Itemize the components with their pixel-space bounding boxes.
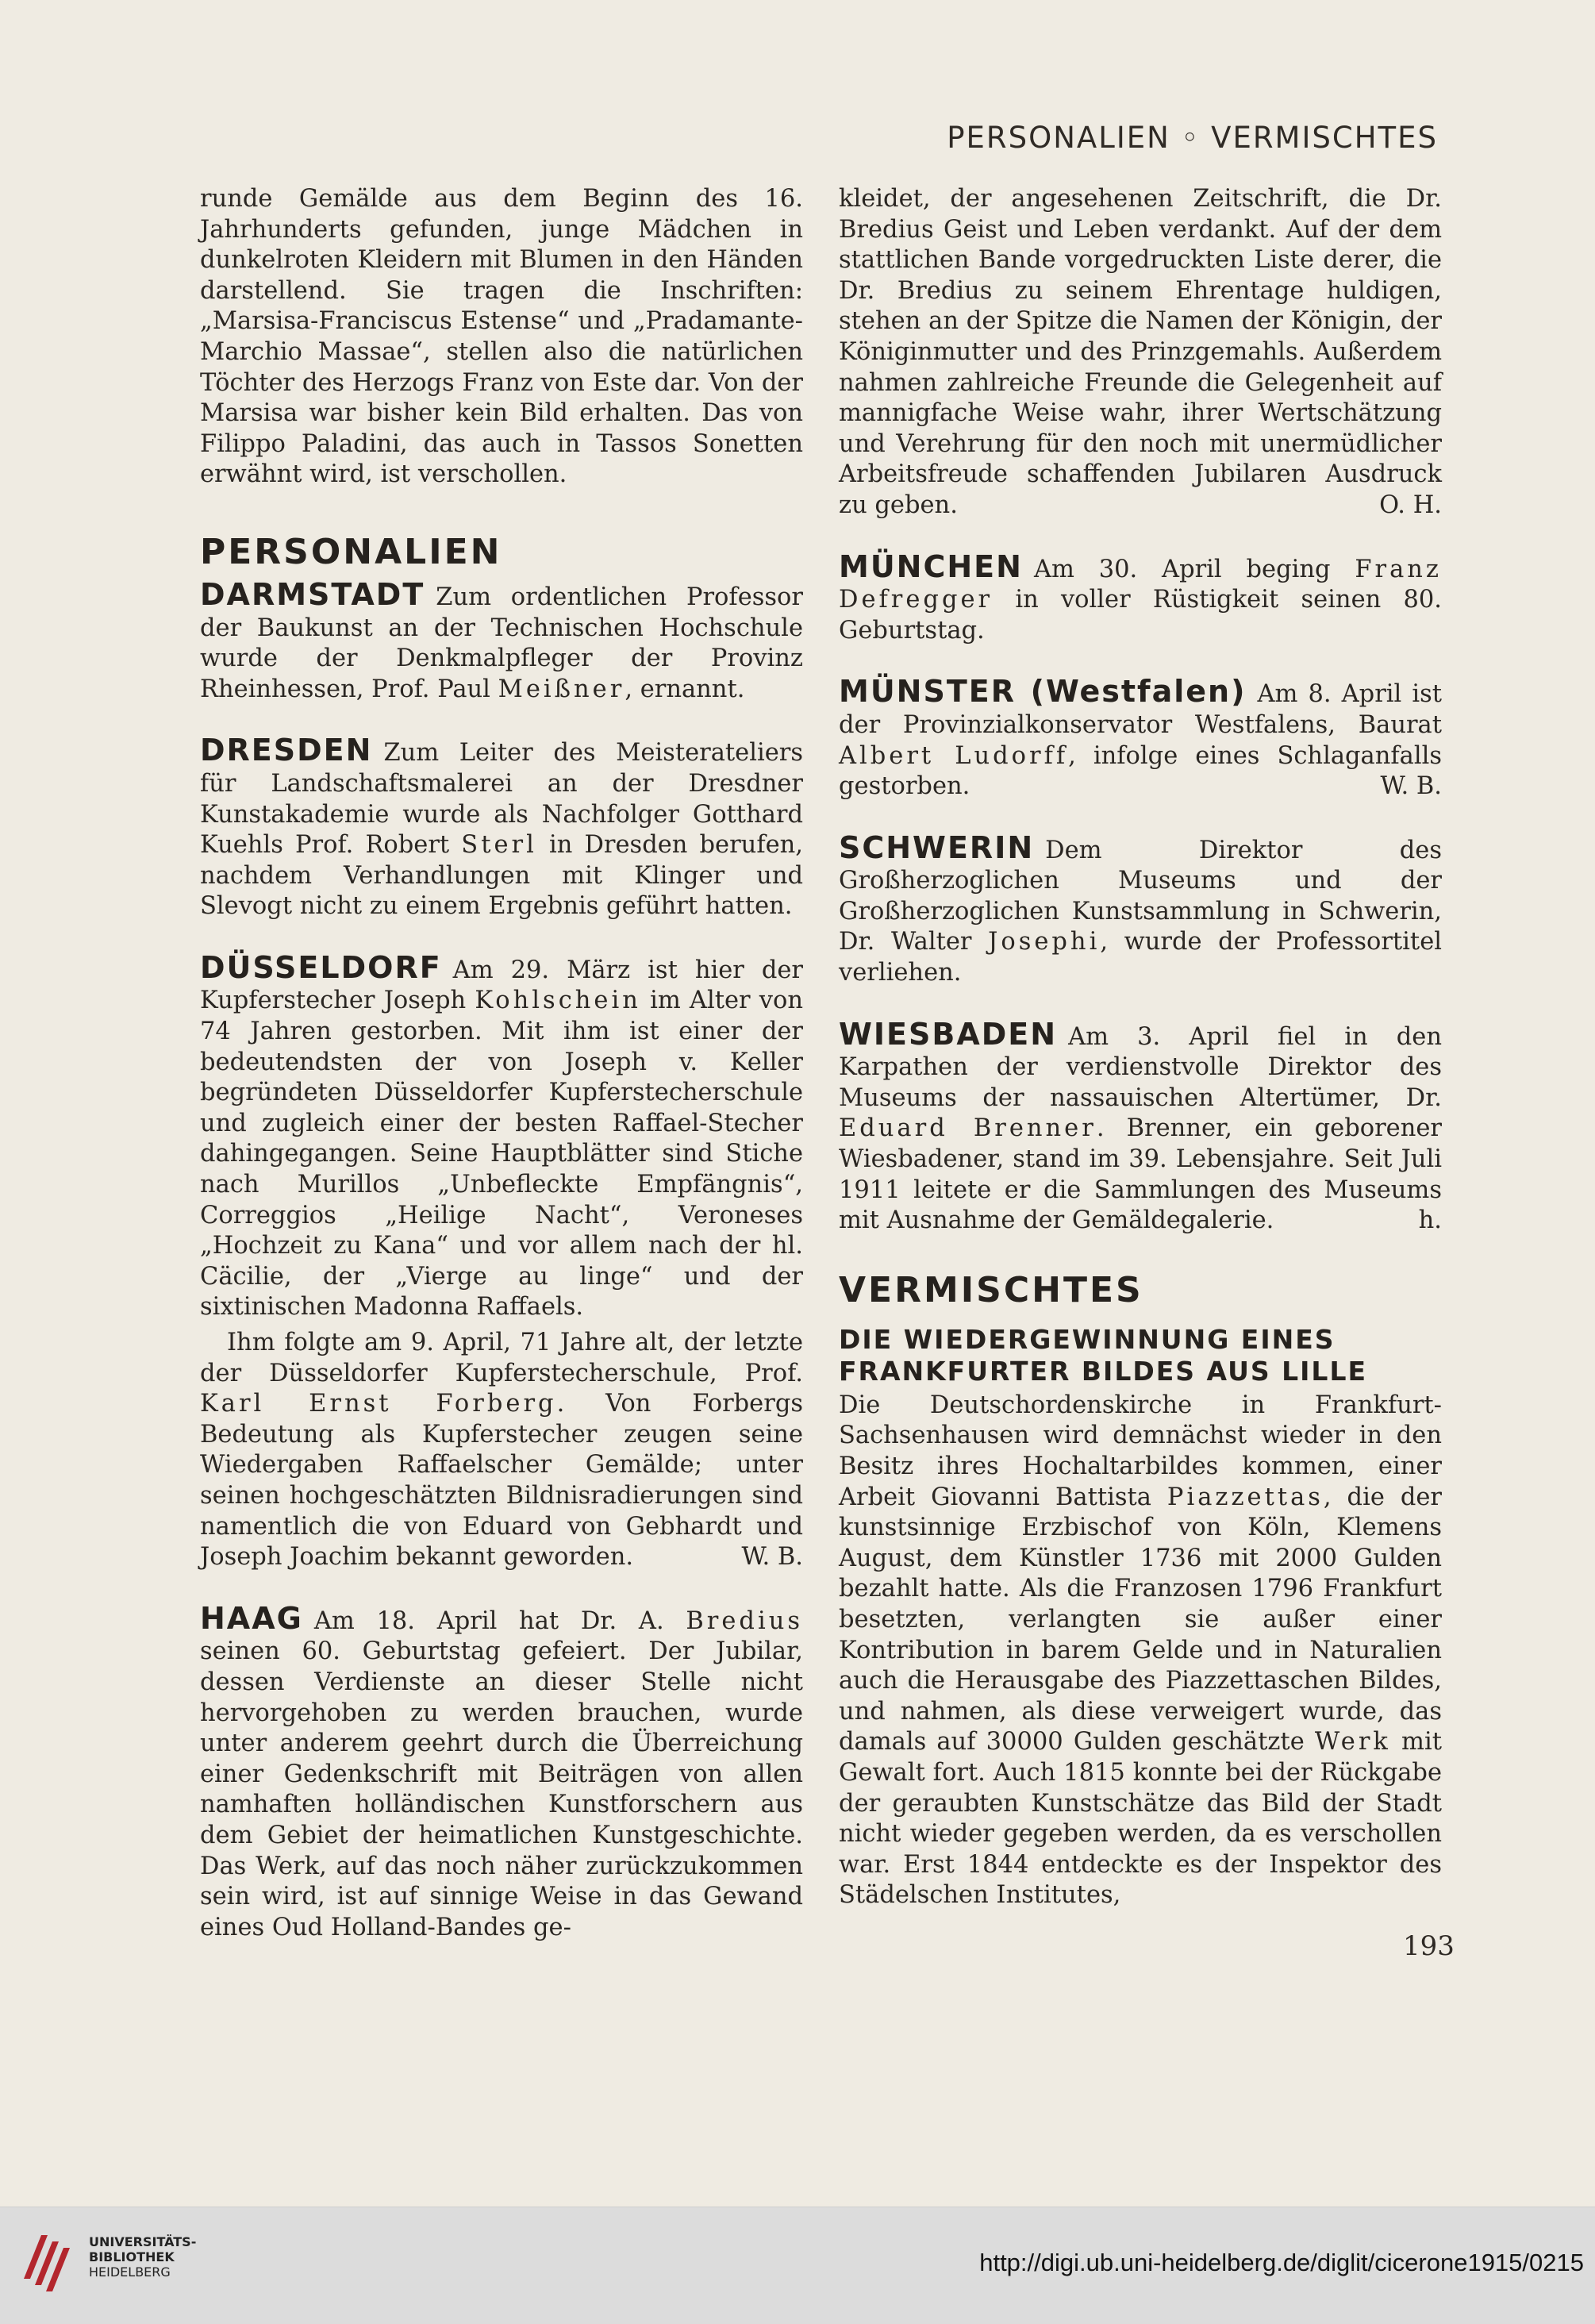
person-name: Piazzettas [1166,1483,1324,1511]
entry-haag: HAAG Am 18. April hat Dr. A. Bredius seinen 60. Geburtstag gefeiert. Der Jubilar, dessen Verdienste an dieser Stelle nicht hervorgehoben zu werden brauchen, wurde unter anderem geehrt durch die Überreichung einer Gedenkschrift mit Beiträgen von allen namhaften holländischen Kunstforschern aus dem Gebiet der heimatlichen Kunstgeschichte. Das Werk, auf das noch näher zurückzukommen sein wird, ist auf sinnige Weise in das Gewand eines Oud Holland-Bandes ge- [200,1600,803,1941]
city-name: MÜNSTER (Westfalen) [839,674,1247,710]
person-name: Josephi [988,928,1101,956]
entry-duesseldorf: DÜSSELDORF Am 29. März ist hier der Kupferstecher Joseph Kohlschein im Alter von 74 Jahren gestorben. Mit ihm ist einer der bedeutendsten der von Joseph v. Keller begründeten Düsseldorfer Kupferstecherschule und zugleich einer der besten Raffael-Stecher dahingegangen. Seine Hauptblätter sind Stiche nach Murillos „Unbefleckte Empfängnis“, Correggios „Heilige Nacht“, Veroneses „Hochzeit zu Kana“ und vor allem nach der hl. Cäcilie, der „Vierge au linge“ und der sixtinischen Madonna Raffaels. [200,949,803,1322]
entry-darmstadt: DARMSTADT Zum ordentlichen Professor der Baukunst an der Technischen Hochschule wurde der Denkmalpfleger der Provinz Rheinhessen, Prof. Paul Meißner, ernannt. [200,576,803,703]
library-logo-icon [17,2223,73,2295]
library-logo-text: UNIVERSITÄTS- BIBLIOTHEK HEIDELBERG [89,2234,197,2280]
city-name: SCHWERIN [839,829,1035,865]
person-name: Sterl [461,831,537,860]
section-heading-vermischtes: VERMISCHTES [839,1269,1143,1310]
viewer-footer [0,2207,1595,2324]
person-name: Bredius [686,1606,803,1635]
city-name: MÜNCHEN [839,548,1023,584]
entry-dresden: DRESDEN Zum Leiter des Meisterateliers für Landschaftsmalerei an der Dresdner Kunstakademie wurde als Nachfolger Gotthard Kuehls Prof. Robert Sterl in Dresden berufen, nachdem Verhandlungen mit Klinger und Slevogt nicht zu einem Ergebnis geführt hatten. [200,733,803,921]
emphasized-word: Werk [1314,1728,1391,1756]
author-signature: h. [1418,1206,1442,1235]
entry-duesseldorf-forberg: Ihm folgte am 9. April, 71 Jahre alt, der letzte der Düsseldorfer Kupferstecherschule, Prof. Karl Ernst Forberg. Von Forbergs Bedeutung als Kupferstecher zeugen seine Wiedergaben Raffaelscher Gemälde; unter seinen hochgeschätzten Bildnisradierungen sind namentlich die von Eduard von Gebhardt und Joseph Joachim bekannt geworden. W. B. [200,1328,803,1573]
city-name: DARMSTADT [200,576,425,612]
city-name: HAAG [200,1600,303,1636]
source-url-link[interactable]: http://digi.ub.uni-heidelberg.de/diglit/cicerone1915/0215 [979,2249,1584,2276]
haag-continuation: kleidet, der angesehenen Zeitschrift, die Dr. Bredius Geist und Leben verdankt. Auf der dem stattlichen Bande vorgedruckten Liste derer, die Dr. Bredius zu seinem Ehrentage huldigen, stehen an der Spitze die Namen der Königin, der Königinmutter und des Prinzgemahls. Außerdem nahmen zahlreiche Freunde die Gelegenheit auf mannigfache Weise wahr, ihrer Wertschätzung und Verehrung für den noch mit unermüdlicher Arbeitsfreude schaffenden Jubilaren Ausdruck zu geben. O. H. [839,184,1442,521]
person-name: Franz Defregger [839,555,1442,614]
person-name: Karl Ernst Forberg [200,1390,557,1418]
left-column [200,184,803,1943]
page-number: 193 [1403,1930,1455,1962]
entry-muenster: MÜNSTER (Westfalen) Am 8. April ist der Provinzialkonservator Westfalens, Baurat Albert Ludorff, infolge eines Schlaganfalls gestorben. W. B. [839,676,1442,802]
city-name: DÜSSELDORF [200,949,442,985]
article-body: Die Deutschordenskirche in Frankfurt-Sachsenhausen wird demnächst wieder in den Besitz ihres Hochaltarbildes kommen, einer Arbeit Giovanni Battista Piazzettas, die der kunstsinnige Erzbischof von Köln, Klemens August, dem Künstler 1736 mit 2000 Gulden bezahlt hatte. Als die Franzosen 1796 Frankfurt besetzten, verlangten sie außer einer Kontribution in barem Gelde und in Naturalien auch die Herausgabe des Piazzettaschen Bildes, und nahmen, als diese verweigert wurde, das damals auf 30000 Gulden geschätzte Werk mit Gewalt fort. Auch 1815 konnte bei der Rückgabe der geraubten Kunstschätze das Bild der Stadt nicht wieder gegeben werden, da es verschollen war. Erst 1844 entdeckte es der Inspektor des Städelschen Institutes, [839,1391,1442,1910]
article-title-line-1: DIE WIEDERGEWINNUNG EINES [839,1323,1336,1355]
city-name: WIESBADEN [839,1016,1058,1052]
author-signature: O. H. [1379,491,1442,519]
city-name: DRESDEN [200,733,373,768]
entry-muenchen: MÜNCHEN Am 30. April beging Franz Defregger in voller Rüstigkeit seinen 80. Geburtstag. [839,548,1442,644]
right-column [839,184,1442,1911]
author-signature: W. B. [1380,772,1442,801]
running-head: PERSONALIEN ◦ VERMISCHTES [947,121,1438,155]
article-title [839,1324,1442,1387]
person-name: Albert Ludorff [839,741,1069,770]
author-signature: W. B. [741,1543,803,1572]
person-name: Eduard Brenner [839,1114,1097,1143]
section-heading-personalien: PERSONALIEN [200,531,502,572]
intro-paragraph: runde Gemälde aus dem Beginn des 16. Jahrhunderts gefunden, junge Mädchen in dunkelroten Kleidern mit Blumen in den Händen darstellend. Sie tragen die Inschriften: „Marsisa-Franciscus Estense“ und „Pradamante-Marchio Massae“, stellen also die natürlichen Töchter des Herzogs Franz von Este dar. Von der Marsisa war bisher kein Bild erhalten. Das von Filippo Paladini, das auch in Tassos Sonetten erwähnt wird, ist verschollen. [200,185,803,489]
article-title-line-2: FRANKFURTER BILDES AUS LILLE [839,1355,1368,1387]
entry-wiesbaden: WIESBADEN Am 3. April fiel in den Karpathen der verdienstvolle Direktor des Museums der nassauischen Altertümer, Dr. Eduard Brenner. Brenner, ein geborener Wiesbadener, stand im 39. Lebensjahre. Seit Juli 1911 leitete er die Sammlungen des Museums mit Ausnahme der Gemäldegalerie. h. [839,1019,1442,1237]
entry-schwerin: SCHWERIN Dem Direktor des Großherzoglichen Museums und der Großherzoglichen Kunstsammlung in Schwerin, Dr. Walter Josephi, wurde der Professortitel verliehen. [839,829,1442,987]
person-name: Kohlschein [475,987,641,1015]
person-name: Meißner [498,675,625,703]
